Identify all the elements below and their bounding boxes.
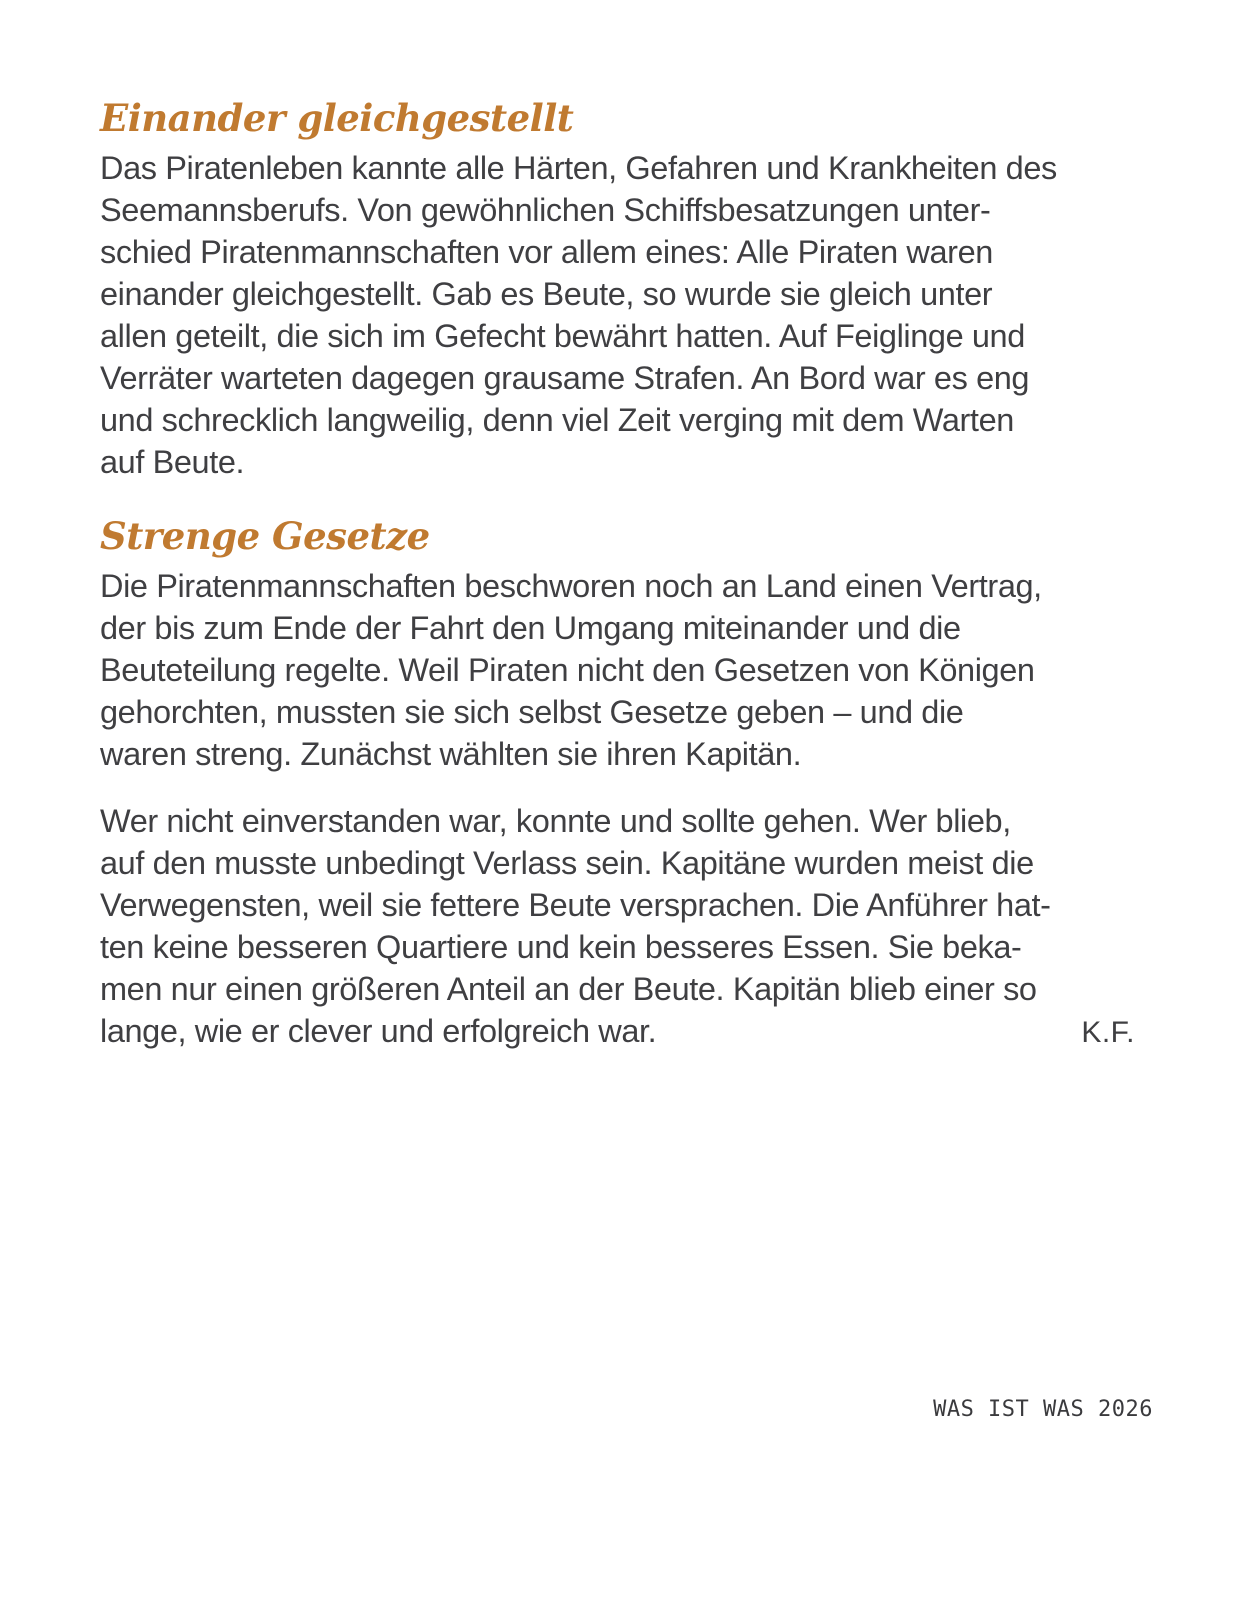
text-line: der bis zum Ende der Fahrt den Umgang miteinander und die bbox=[100, 610, 961, 646]
paragraph bbox=[100, 147, 1160, 483]
text-line: auf den musste unbedingt Verlass sein. Kapitäne wurden meist die bbox=[100, 845, 1034, 881]
text-line: Verräter warteten dagegen grausame Strafen. An Bord war es eng bbox=[100, 360, 1030, 396]
author-signature: K.F. bbox=[1081, 1016, 1135, 1049]
text-line: Wer nicht einverstanden war, konnte und sollte gehen. Wer blieb, bbox=[100, 803, 1011, 839]
text-line: gehorchten, mussten sie sich selbst Gesetze geben – und die bbox=[100, 694, 964, 730]
text-line: einander gleichgestellt. Gab es Beute, so wurde sie gleich unter bbox=[100, 276, 993, 312]
text-line: men nur einen größeren Anteil an der Beute. Kapitän blieb einer so bbox=[100, 971, 1037, 1007]
text-line: lange, wie er clever und erfolgreich war. bbox=[100, 1013, 657, 1049]
text-line: allen geteilt, die sich im Gefecht bewährt hatten. Auf Feiglinge und bbox=[100, 318, 1025, 354]
footer-brand: WAS IST WAS 2026 bbox=[933, 1397, 1153, 1422]
paragraph bbox=[100, 800, 1160, 1054]
text-line: und schrecklich langweilig, denn viel Zeit verging mit dem Warten bbox=[100, 402, 1014, 438]
text-line: auf Beute. bbox=[100, 444, 245, 480]
text-line-with-signature bbox=[100, 1010, 1135, 1054]
text-line: Beuteteilung regelte. Weil Piraten nicht den Gesetzen von Königen bbox=[100, 652, 1035, 688]
section-heading-einander-gleichgestellt: Einander gleichgestellt bbox=[100, 96, 574, 140]
text-line: schied Piratenmannschaften vor allem eines: Alle Piraten waren bbox=[100, 234, 993, 270]
text-line: Das Piratenleben kannte alle Härten, Gefahren und Krankheiten des bbox=[100, 150, 1057, 186]
text-line: waren streng. Zunächst wählten sie ihren Kapitän. bbox=[100, 736, 802, 772]
paragraph bbox=[100, 565, 1160, 775]
text-line: Verwegensten, weil sie fettere Beute versprachen. Die Anführer hat- bbox=[100, 887, 1051, 923]
article bbox=[100, 97, 1160, 1054]
section-heading-strenge-gesetze: Strenge Gesetze bbox=[100, 514, 430, 558]
text-line: Seemannsberufs. Von gewöhnlichen Schiffsbesatzungen unter- bbox=[100, 192, 991, 228]
text-line: Die Piratenmannschaften beschworen noch an Land einen Vertrag, bbox=[100, 568, 1042, 604]
text-line: ten keine besseren Quartiere und kein besseres Essen. Sie beka- bbox=[100, 929, 1022, 965]
